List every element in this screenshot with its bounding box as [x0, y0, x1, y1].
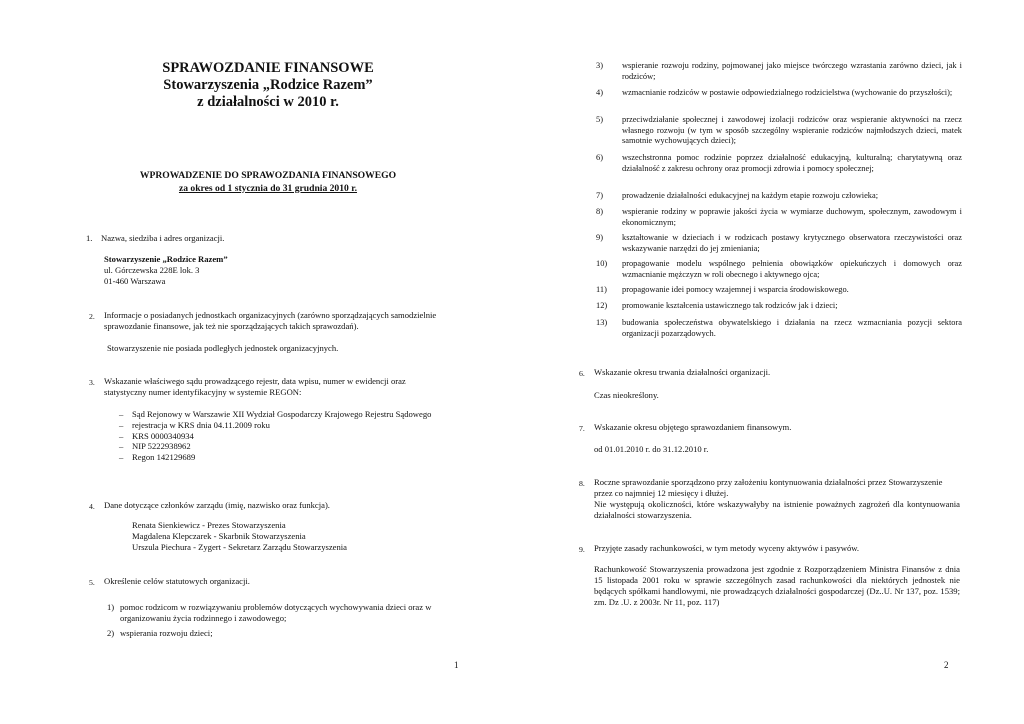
section-6-heading: Wskazanie okresu trwania działalności organizacji. — [594, 367, 771, 377]
goal-text: przeciwdziałanie społecznej i zawodowej izolacji rodziców oraz wspieranie aktywności na rzecz własnego rozwoju (w tym w sposób szczególny wspieranie rodziców najmłodszych dzieci, matek samotnie wychowujących dzieci); — [622, 115, 962, 146]
board-member: Renata Sienkiewicz - Prezes Stowarzyszenia — [132, 520, 286, 530]
section-7-text: od 01.01.2010 r. do 31.12.2010 r. — [594, 444, 709, 454]
goal-number: 7) — [596, 191, 603, 200]
section-3-number: 3. — [89, 378, 95, 387]
org-name: Stowarzyszenie „Rodzice Razem” — [104, 254, 228, 264]
goal-text: wspieranie rodziny w poprawie jakości życia w wymiarze duchowym, społecznym, zawodowym i ekonomicznym; — [622, 207, 962, 227]
goal-number: 8) — [596, 207, 603, 216]
page-number: 1 — [454, 660, 459, 670]
report-title-line-1: SPRAWOZDANIE FINANSOWE — [162, 60, 374, 76]
section-2-number: 2. — [89, 312, 95, 321]
section-2-text: Stowarzyszenie nie posiada podległych jednostek organizacyjnych. — [107, 343, 339, 353]
goal-text: budowania społeczeństwa obywatelskiego i działania na rzecz wzmacniania pozycji sektora organizacji pozarządowych. — [622, 318, 962, 338]
goal-text: wzmacnianie rodziców w postawie odpowiedzialnego rodzicielstwa (wychowanie do przyszłości); — [622, 88, 953, 97]
goal-number: 3) — [596, 61, 603, 70]
goal-number: 10) — [596, 259, 608, 268]
section-7-number: 7. — [579, 424, 585, 433]
board-member: Urszula Piechura - Zygert - Sekretarz Zarządu Stowarzyszenia — [132, 542, 347, 552]
report-title-line-3: z działalności w 2010 r. — [197, 94, 339, 110]
goal-text: prowadzenie działalności edukacyjnej na każdym etapie rozwoju człowieka; — [622, 191, 879, 200]
section-8-text-2: Nie występują okoliczności, które wskazywałyby na istnienie poważnych zagrożeń dla kontynuowania działalności stowarzyszenia. — [594, 499, 960, 520]
section-9-heading: Przyjęte zasady rachunkowości, w tym metody wyceny aktywów i pasywów. — [594, 543, 860, 553]
goal-text: pomoc rodzicom w rozwiązywaniu problemów dotyczących wychowywania dzieci oraz w organizowaniu życia rodzinnego i zawodowego; — [120, 602, 432, 623]
section-9-text: Rachunkowość Stowarzyszenia prowadzona jest zgodnie z Rozporządzeniem Ministra Finansów z dnia 15 listopada 2001 roku w sprawie szczególnych zasad rachunkowości dla niektórych jednostek nie będących spółkami handlowymi, nie prowadzących działalności gospodarczej (Dz..U. Nr 137, poz. 1539; zm. Dz .U. z 2003r. Nr 11, poz. 117) — [594, 564, 960, 607]
section-5-number: 5. — [89, 578, 95, 587]
intro-period: za okres od 1 stycznia do 31 grudnia 2010 r. — [178, 182, 358, 194]
section-8-text: Roczne sprawozdanie sporządzono przy założeniu kontynuowania działalności przez Stowarzyszenie przez co najmniej 12 miesięcy i dłużej. — [594, 477, 943, 498]
goal-number: 1) — [107, 602, 115, 612]
report-title-line-2: Stowarzyszenia „Rodzice Razem” — [163, 77, 373, 93]
goal-number: 12) — [596, 301, 608, 310]
section-4-heading: Dane dotyczące członków zarządu (imię, nazwisko oraz funkcja). — [104, 500, 330, 510]
registry-item-regon: – Regon 142129689 — [119, 452, 196, 463]
section-1-heading: Nazwa, siedziba i adres organizacji. — [101, 233, 225, 243]
goal-number: 5) — [596, 115, 603, 124]
registry-item-nip: – NIP 5222938962 — [119, 441, 191, 452]
section-3-heading: Wskazanie właściwego sądu prowadzącego rejestr, data wpisu, numer w ewidencji oraz statystyczny numer identyfikacyjny w systemie REGON: — [104, 376, 406, 397]
board-member: Magdalena Klepczarek - Skarbnik Stowarzyszenia — [132, 531, 306, 541]
goal-text: promowanie kształcenia ustawicznego tak rodziców jak i dzieci; — [622, 301, 838, 310]
org-city: 01-460 Warszawa — [104, 276, 166, 286]
registry-item-krs-date: – rejestracja w KRS dnia 04.11.2009 roku — [119, 419, 270, 430]
section-8-number: 8. — [579, 479, 585, 488]
intro-heading-block — [0, 170, 536, 195]
goal-text: kształtowanie w dzieciach i w rodzicach postawy krytycznego obserwatora rzeczywistości oraz wskazywanie narzędzi do jej zmieniania; — [622, 233, 962, 253]
goal-text: propagowanie idei pomocy wzajemnej i wsparcia środowiskowego. — [622, 285, 849, 294]
section-9-number: 9. — [579, 545, 585, 554]
section-6-text: Czas nieokreślony. — [594, 390, 659, 400]
goal-number: 11) — [596, 285, 607, 294]
goal-number: 13) — [596, 318, 608, 327]
section-5-heading: Określenie celów statutowych organizacji. — [104, 576, 250, 586]
registry-item-krs: – KRS 0000340934 — [119, 430, 194, 441]
section-2-heading: Informacje o posiadanych jednostkach organizacyjnych (zarówno sporządzających samodzielnie sprawozdanie finansowe, jak też nie sporządzających takich sprawozdań). — [104, 310, 437, 331]
goal-number: 9) — [596, 233, 603, 242]
goal-text: wszechstronna pomoc rodzinie poprzez działalność edukacyjną, kulturalną; charytatywną oraz działalność z zakresu ochrony oraz promocji zdrowia i pomocy społecznej; — [622, 153, 962, 173]
goal-text: wspierania rozwoju dzieci; — [120, 628, 213, 638]
goal-number: 4) — [596, 88, 603, 97]
intro-heading: WPROWADZENIE DO SPRAWOZDANIA FINANSOWEGO — [139, 170, 397, 181]
page-2 — [512, 0, 1024, 724]
section-1-number: 1. — [86, 233, 93, 243]
report-title — [0, 60, 536, 111]
section-4-number: 4. — [89, 502, 95, 511]
goal-text: propagowanie modelu wspólnego pełnienia obowiązków opiekuńczych i domowych oraz wzmacnianie mężczyzn w roli obecnego i aktywnego ojca; — [622, 259, 962, 279]
goal-number: 6) — [596, 153, 603, 162]
section-7-heading: Wskazanie okresu objętego sprawozdaniem finansowym. — [594, 422, 792, 432]
goal-number: 2) — [107, 628, 115, 638]
registry-item-court: – Sąd Rejonowy w Warszawie XII Wydział Gospodarczy Krajowego Rejestru Sądowego — [119, 409, 432, 419]
goal-text: wspieranie rozwoju rodziny, pojmowanej jako miejsce twórczego wzrastania zarówno dzieci, jak i rodziców; — [622, 61, 962, 81]
page-number: 2 — [944, 660, 949, 670]
org-street: ul. Górczewska 228E lok. 3 — [104, 265, 200, 275]
section-6-number: 6. — [579, 369, 585, 378]
registry-list — [119, 409, 439, 463]
